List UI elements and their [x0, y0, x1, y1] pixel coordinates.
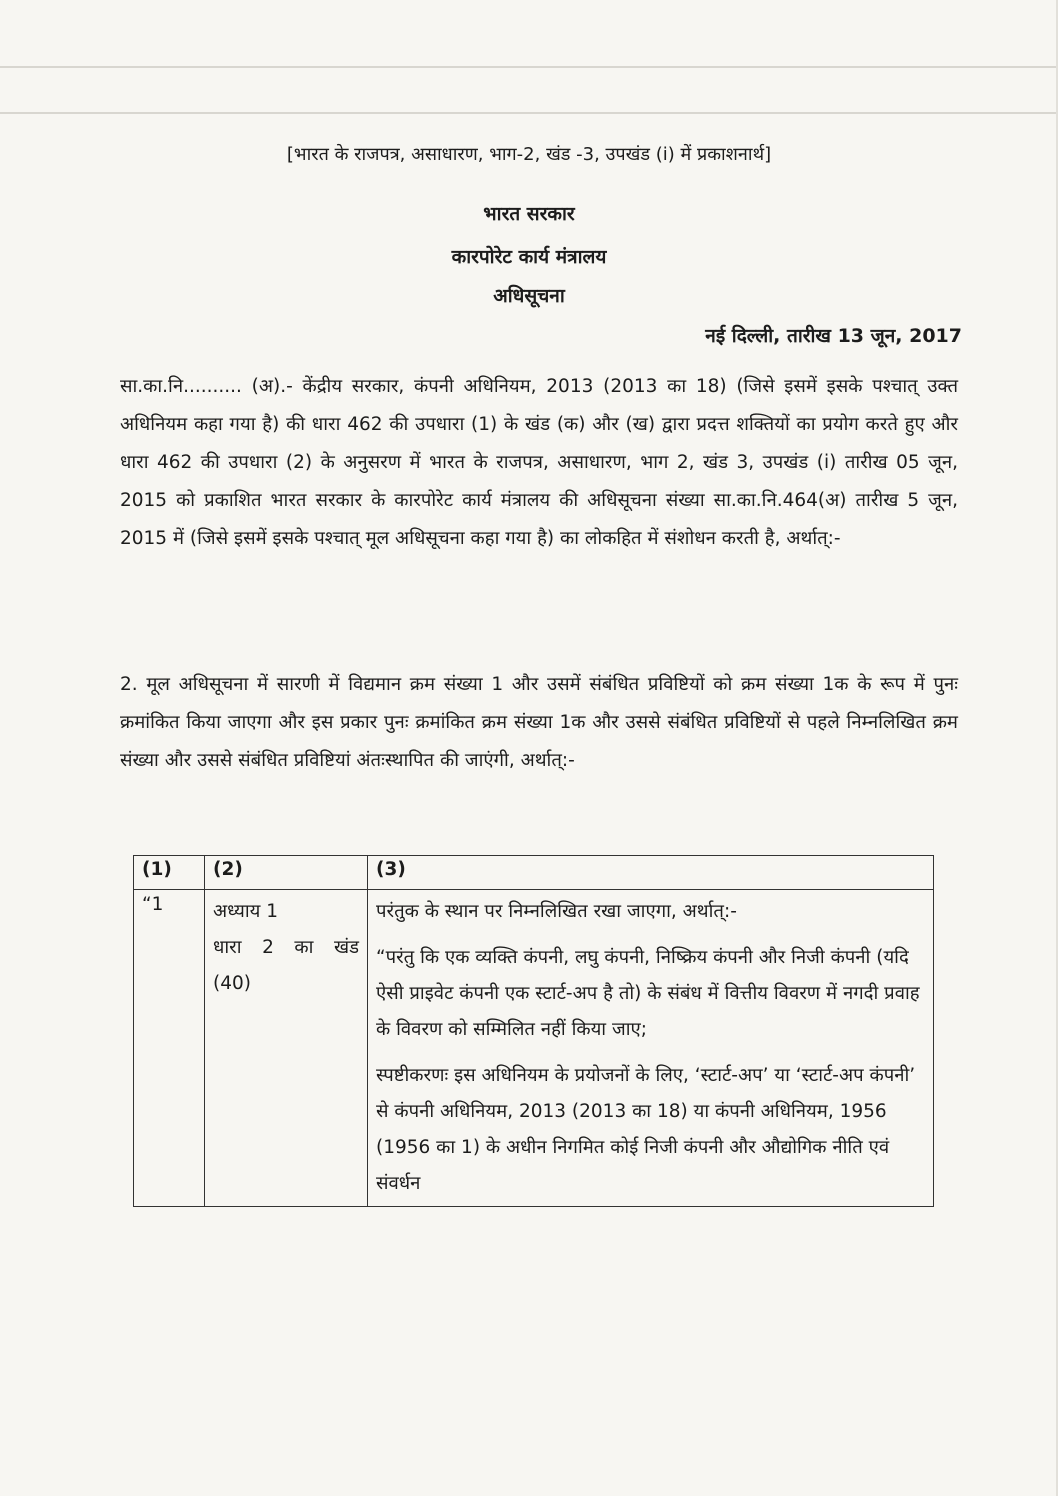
- government-title: भारत सरकार: [483, 203, 575, 225]
- section-line: अध्याय 1: [213, 901, 278, 922]
- section-cell: [205, 890, 368, 1207]
- amendment-table: [133, 855, 934, 1207]
- notification-title: अधिसूचना: [493, 285, 565, 307]
- section-line: धारा 2 का खंड: [213, 937, 359, 958]
- column-header-1: (1): [134, 856, 205, 890]
- column-header-3: (3): [368, 856, 934, 890]
- scan-artifact-line: [0, 112, 1058, 114]
- amendment-text-cell: [368, 890, 934, 1207]
- amendment-text-paragraph: “परंतु कि एक व्यक्ति कंपनी, लघु कंपनी, निष्क्रिय कंपनी और निजी कंपनी (यदि ऐसी प्राइवेट कंपनी एक स्टार्ट-अप है तो) के संबंध में वित्तीय विवरण में नगदी प्रवाह के विवरण को सम्मिलित नहीं किया जाए;: [376, 947, 920, 1040]
- table-header-row: [134, 856, 934, 890]
- paragraph-2: 2. मूल अधिसूचना में सारणी में विद्यमान क्रम संख्या 1 और उसमें संबंधित प्रविष्टियों को क्रम संख्या 1क के रूप में पुनः क्रमांकित किया जाएगा और इस प्रकार पुनः क्रमांकित क्रम संख्या 1क और उससे संबंधित प्रविष्टियों से पहले निम्नलिखित क्रम संख्या और उससे संबंधित प्रविष्टियां अंतःस्थापित की जाएंगी, अर्थात्:-: [120, 674, 958, 771]
- amendment-text-paragraph: स्पष्टीकरणः इस अधिनियम के प्रयोजनों के लिए, ‘स्टार्ट-अप’ या ‘स्टार्ट-अप कंपनी’ से कंपनी अधिनियम, 2013 (2013 का 18) या कंपनी अधिनियम, 1956 (1956 का 1) के अधीन निगमित कोई निजी कंपनी और औद्योगिक नीति एवं संवर्धन: [376, 1065, 916, 1194]
- table-row: [134, 890, 934, 1207]
- amendment-text-paragraph: परंतुक के स्थान पर निम्नलिखित रखा जाएगा, अर्थात्:-: [376, 901, 737, 922]
- section-line: (40): [213, 973, 251, 994]
- place-date-line: नई दिल्ली, तारीख 13 जून, 2017: [705, 325, 962, 347]
- ministry-title: कारपोरेट कार्य मंत्रालय: [451, 246, 607, 268]
- paragraph-1: सा.का.नि.......... (अ).- केंद्रीय सरकार, कंपनी अधिनियम, 2013 (2013 का 18) (जिसे इसमें इसके पश्चात् उक्त अधिनियम कहा गया है) की धारा 462 की उपधारा (1) के खंड (क) और (ख) द्वारा प्रदत्त शक्तियों का प्रयोग करते हुए और धारा 462 की उपधारा (2) के अनुसरण में भारत के राजपत्र, असाधारण, भाग 2, खंड 3, उपखंड (i) तारीख 05 जून, 2015 को प्रकाशित भारत सरकार के कारपोरेट कार्य मंत्रालय की अधिसूचना संख्या सा.का.नि.464(अ) तारीख 5 जून, 2015 में (जिसे इसमें इसके पश्चात् मूल अधिसूचना कहा गया है) का लोकहित में संशोधन करती है, अर्थात्:-: [120, 376, 958, 549]
- column-header-2: (2): [205, 856, 368, 890]
- scan-artifact-line: [0, 66, 1058, 68]
- serial-cell: “1: [134, 890, 205, 1207]
- gazette-publication-note: [भारत के राजपत्र, असाधारण, भाग-2, खंड -3, उपखंड (i) में प्रकाशनार्थ]: [286, 144, 772, 165]
